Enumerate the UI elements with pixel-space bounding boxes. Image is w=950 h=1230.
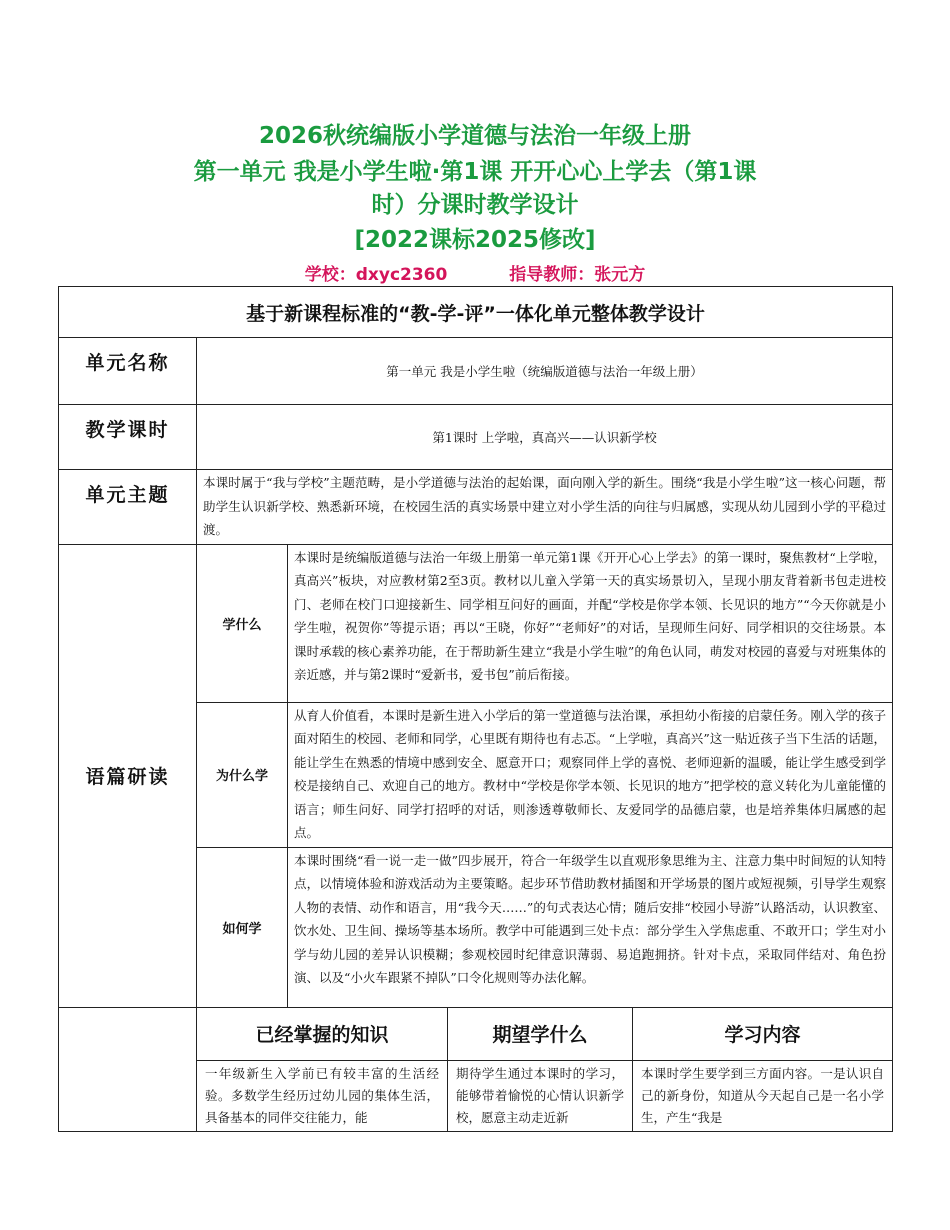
unit-theme-value: 本课时属于“我与学校”主题范畴，是小学道德与法治的起始课，面向刚入学的新生。围绕“我是小学生啦”这一核心问题，帮助学生认识新学校、熟悉新环境，在校园生活的真实场景中建立对小学生活的向往与归属感，实现从幼儿园到小学的平稳过渡。: [197, 470, 893, 545]
document-title-line-3: 时）分课时教学设计: [371, 192, 579, 218]
unit-name-value: 第一单元 我是小学生啦（统编版道德与法治一年级上册）: [197, 338, 893, 405]
unit-theme-label: 单元主题: [59, 470, 197, 545]
how-to-learn-value: 本课时围绕“看一说一走一做”四步展开，符合一年级学生以直观形象思维为主、注意力集中时间短的认知特点，以情境体验和游戏活动为主要策略。起步环节借助教材插图和开学场景的图片或短视频，引导学生观察人物的表情、动作和语言，用“我今天……”的句式表达心情；随后安排“校园小导游”认路活动，认识教室、饮水处、卫生间、操场等基本场所。教学中可能遇到三处卡点：部分学生入学焦虑重、不敢开口；学生对小学与幼儿园的差异认识模糊；参观校园时纪律意识薄弱、易追跑拥挤。针对卡点，采取同伴结对、角色扮演、以及“小火车跟紧不掉队”口令化规则等办法化解。: [288, 847, 893, 1007]
text-study-label: 语篇研读: [59, 544, 197, 1007]
unit-name-label: 单元名称: [59, 338, 197, 405]
known-knowledge-value: 一年级新生入学前已有较丰富的生活经验。多数学生经历过幼儿园的集体生活，具备基本的同伴交往能力，能: [197, 1060, 448, 1131]
expectation-value: 期待学生通过本课时的学习，能够带着愉悦的心情认识新学校，愿意主动走近新: [448, 1060, 633, 1131]
teacher-label: 指导教师：张元方: [509, 265, 646, 285]
learner-analysis-label-cell: [59, 1007, 197, 1131]
document-title-line-2: 第一单元 我是小学生啦·第1课 开开心心上学去（第1课: [193, 159, 757, 185]
why-learn-value: 从育人价值看，本课时是新生进入小学后的第一堂道德与法治课，承担幼小衔接的启蒙任务。刚入学的孩子面对陌生的校园、老师和同学，心里既有期待也有忐忑。“上学啦，真高兴”这一贴近孩子当下生活的话题，能让学生在熟悉的情境中感到安全、愿意开口；观察同伴上学的喜悦、老师迎新的温暖，能让学生感受到学校是接纳自己、欢迎自己的地方。教材中“学校是你学本领、长见识的地方”把学校的意义转化为儿童能懂的语言；师生问好、同学打招呼的对话，则渗透尊敬师长、友爱同学的品德启蒙，也是培养集体归属感的起点。: [288, 702, 893, 847]
school-teacher-line: [0, 260, 950, 285]
learning-content-header: 学习内容: [633, 1007, 893, 1060]
learning-content-value: 本课时学生要学到三方面内容。一是认识自己的新身份，知道从今天起自己是一名小学生，产生“我是: [633, 1060, 893, 1131]
how-to-learn-label: 如何学: [197, 847, 288, 1007]
document-title-line-4: [2022课标2025修改]: [354, 227, 596, 253]
lesson-label: 教学课时: [59, 405, 197, 470]
document-title-line-1: 2026秋统编版小学道德与法治一年级上册: [258, 123, 691, 149]
why-learn-label: 为什么学: [197, 702, 288, 847]
design-table: [58, 286, 893, 1132]
table-title: 基于新课程标准的“教-学-评”一体化单元整体教学设计: [59, 287, 893, 338]
lesson-value: 第1课时 上学啦，真高兴——认识新学校: [197, 405, 893, 470]
what-to-learn-label: 学什么: [197, 544, 288, 702]
what-to-learn-value: 本课时是统编版道德与法治一年级上册第一单元第1课《开开心心上学去》的第一课时，聚焦教材“上学啦，真高兴”板块，对应教材第2至3页。教材以儿童入学第一天的真实场景切入，呈现小朋友背着新书包走进校门、老师在校门口迎接新生、同学相互问好的画面，并配“学校是你学本领、长见识的地方”“今天你就是小学生啦，祝贺你”等提示语；再以“王晓，你好”“老师好”的对话，呈现师生问好、同学相识的交往场景。本课时承载的核心素养功能，在于帮助新生建立“我是小学生啦”的角色认同，萌发对校园的喜爱与对班集体的亲近感，并与第2课时“爱新书，爱书包”前后衔接。: [288, 544, 893, 702]
school-label: 学校：dxyc2360: [304, 265, 448, 285]
expectation-header: 期望学什么: [448, 1007, 633, 1060]
known-knowledge-header: 已经掌握的知识: [197, 1007, 448, 1060]
